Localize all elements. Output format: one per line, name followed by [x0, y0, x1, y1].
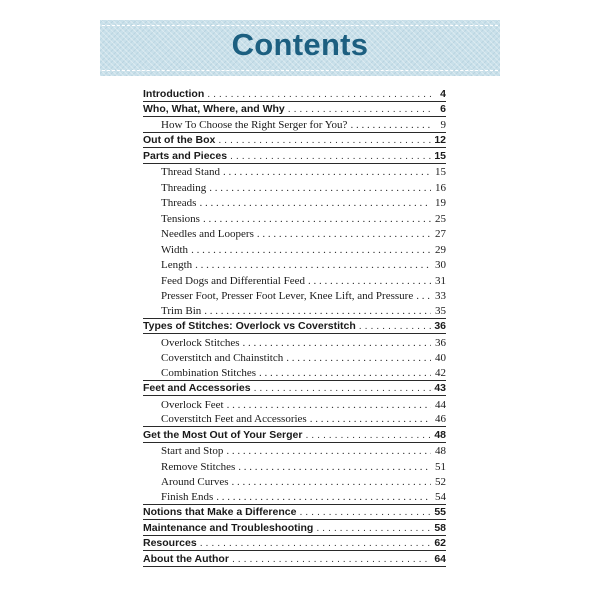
toc-dot-leader — [191, 243, 431, 257]
toc-subsection-row — [143, 117, 446, 133]
toc-subsection-row — [143, 350, 446, 366]
toc-entry-title: About the Author — [143, 552, 229, 565]
toc-page-number: 33 — [435, 290, 446, 302]
toc-dot-leader — [204, 304, 431, 318]
toc-subsection-row — [143, 412, 446, 428]
toc-entry-title: Maintenance and Troubleshooting — [143, 521, 314, 534]
toc-subsection-row — [143, 226, 446, 242]
toc-subsection-row — [143, 489, 446, 505]
toc-dot-leader — [305, 428, 431, 442]
toc-entry-title: Feet and Accessories — [143, 382, 251, 394]
toc-subsection-row — [143, 179, 446, 195]
toc-dot-leader — [243, 336, 431, 350]
toc-section-row — [143, 551, 446, 567]
toc-dot-leader — [350, 118, 431, 132]
toc-subsection-row — [143, 210, 446, 226]
toc-subsection-row — [143, 334, 446, 350]
toc-page-number: 16 — [435, 181, 446, 194]
toc-page-number: 9 — [440, 118, 446, 131]
toc-page-number: 15 — [434, 149, 446, 162]
toc-entry-title: Parts and Pieces — [143, 149, 228, 162]
toc-entry-title: Tensions — [161, 212, 200, 225]
toc-entry-title: Overlock Feet — [161, 398, 224, 411]
toc-dot-leader — [308, 274, 431, 288]
toc-dot-leader — [227, 398, 431, 412]
toc-page-number: 48 — [435, 445, 446, 457]
toc-page-number: 30 — [435, 259, 446, 271]
toc-page-number: 25 — [435, 212, 446, 225]
toc-page-number: 48 — [434, 428, 446, 441]
toc-page-number: 42 — [435, 366, 446, 379]
toc-dot-leader — [257, 227, 431, 241]
toc-subsection-row — [143, 195, 446, 211]
toc-page-number: 44 — [435, 398, 446, 411]
table-of-contents — [143, 86, 446, 567]
toc-entry-title: Presser Foot, Presser Foot Lever, Knee Lift, and Pressure — [161, 290, 414, 302]
toc-dot-leader — [218, 133, 431, 147]
contents-banner — [100, 20, 500, 76]
toc-entry-title: Around Curves — [161, 476, 229, 488]
toc-dot-leader — [199, 196, 431, 210]
toc-page-number: 51 — [435, 460, 446, 473]
toc-page-number: 36 — [435, 336, 446, 349]
toc-dot-leader — [230, 149, 431, 163]
toc-section-row — [143, 520, 446, 536]
toc-section-row — [143, 427, 446, 443]
toc-entry-title: How To Choose the Right Serger for You? — [161, 118, 348, 131]
toc-entry-title: Length — [161, 259, 193, 271]
toc-entry-title: Resources — [143, 537, 197, 549]
toc-page-number: 40 — [435, 352, 446, 364]
toc-dot-leader — [238, 460, 431, 474]
toc-subsection-row — [143, 458, 446, 474]
toc-dot-leader — [232, 552, 431, 566]
toc-subsection-row — [143, 288, 446, 304]
toc-entry-title: Width — [161, 243, 189, 256]
toc-entry-title: Threading — [161, 181, 207, 194]
toc-entry-title: Coverstitch and Chainstitch — [161, 352, 284, 364]
toc-page-number: 29 — [435, 243, 446, 256]
toc-section-row — [143, 133, 446, 149]
toc-subsection-row — [143, 241, 446, 257]
toc-entry-title: Get the Most Out of Your Serger — [143, 428, 303, 441]
toc-dot-leader — [226, 444, 431, 458]
toc-dot-leader — [195, 258, 431, 272]
toc-page-number: 12 — [434, 134, 446, 146]
toc-page-number: 27 — [435, 228, 446, 240]
toc-entry-title: Introduction — [143, 87, 205, 100]
toc-subsection-row — [143, 443, 446, 459]
toc-entry-title: Out of the Box — [143, 134, 216, 146]
toc-dot-leader — [359, 319, 431, 333]
toc-section-row — [143, 86, 446, 102]
toc-dot-leader — [232, 475, 431, 489]
toc-page-number: 62 — [434, 537, 446, 549]
toc-section-row — [143, 505, 446, 521]
toc-page-number: 4 — [440, 87, 446, 100]
toc-subsection-row — [143, 474, 446, 490]
toc-page-number: 19 — [435, 197, 446, 209]
toc-dot-leader — [203, 212, 431, 226]
toc-entry-title: Who, What, Where, and Why — [143, 103, 285, 115]
toc-subsection-row — [143, 164, 446, 180]
toc-dot-leader — [286, 351, 431, 365]
toc-dot-leader — [209, 181, 431, 195]
toc-subsection-row — [143, 257, 446, 273]
toc-page-number: 6 — [440, 103, 446, 115]
toc-subsection-row — [143, 303, 446, 319]
toc-dot-leader — [288, 102, 431, 116]
toc-entry-title: Feed Dogs and Differential Feed — [161, 274, 305, 287]
toc-page-number: 64 — [434, 552, 446, 565]
toc-entry-title: Combination Stitches — [161, 366, 257, 379]
toc-entry-title: Notions that Make a Difference — [143, 506, 297, 518]
toc-dot-leader — [207, 87, 431, 101]
toc-entry-title: Remove Stitches — [161, 460, 236, 473]
toc-page-number: 55 — [434, 506, 446, 518]
toc-page-number: 46 — [435, 413, 446, 425]
toc-section-row — [143, 319, 446, 335]
toc-dot-leader — [200, 536, 431, 550]
toc-page-number: 58 — [434, 521, 446, 534]
toc-dot-leader — [416, 289, 431, 303]
toc-entry-title: Trim Bin — [161, 304, 202, 317]
toc-dot-leader — [310, 412, 431, 426]
toc-page-number: 31 — [435, 274, 446, 287]
toc-subsection-row — [143, 365, 446, 381]
toc-section-row — [143, 148, 446, 164]
toc-dot-leader — [223, 165, 431, 179]
banner-stitch-bottom — [102, 70, 498, 71]
toc-page-number: 15 — [435, 166, 446, 178]
toc-entry-title: Coverstitch Feet and Accessories — [161, 413, 307, 425]
page-title: Contents — [231, 27, 369, 62]
toc-subsection-row — [143, 396, 446, 412]
banner-stitch-top — [102, 25, 498, 26]
toc-page-number: 52 — [435, 476, 446, 488]
toc-section-row — [143, 536, 446, 552]
toc-entry-title: Overlock Stitches — [161, 336, 240, 349]
toc-section-row — [143, 102, 446, 118]
toc-entry-title: Needles and Loopers — [161, 228, 254, 240]
toc-entry-title: Types of Stitches: Overlock vs Coverstitch — [143, 320, 356, 332]
toc-entry-title: Thread Stand — [161, 166, 220, 178]
toc-page-number: 36 — [434, 320, 446, 332]
toc-entry-title: Start and Stop — [161, 445, 224, 457]
toc-entry-title: Threads — [161, 197, 197, 209]
toc-page-number: 43 — [434, 382, 446, 394]
toc-dot-leader — [259, 366, 431, 380]
toc-section-row — [143, 381, 446, 397]
toc-dot-leader — [316, 521, 431, 535]
toc-subsection-row — [143, 272, 446, 288]
toc-entry-title: Finish Ends — [161, 490, 214, 503]
toc-dot-leader — [216, 490, 431, 504]
toc-dot-leader — [254, 381, 431, 395]
toc-page-number: 35 — [435, 304, 446, 317]
toc-dot-leader — [299, 505, 431, 519]
toc-page-number: 54 — [435, 490, 446, 503]
